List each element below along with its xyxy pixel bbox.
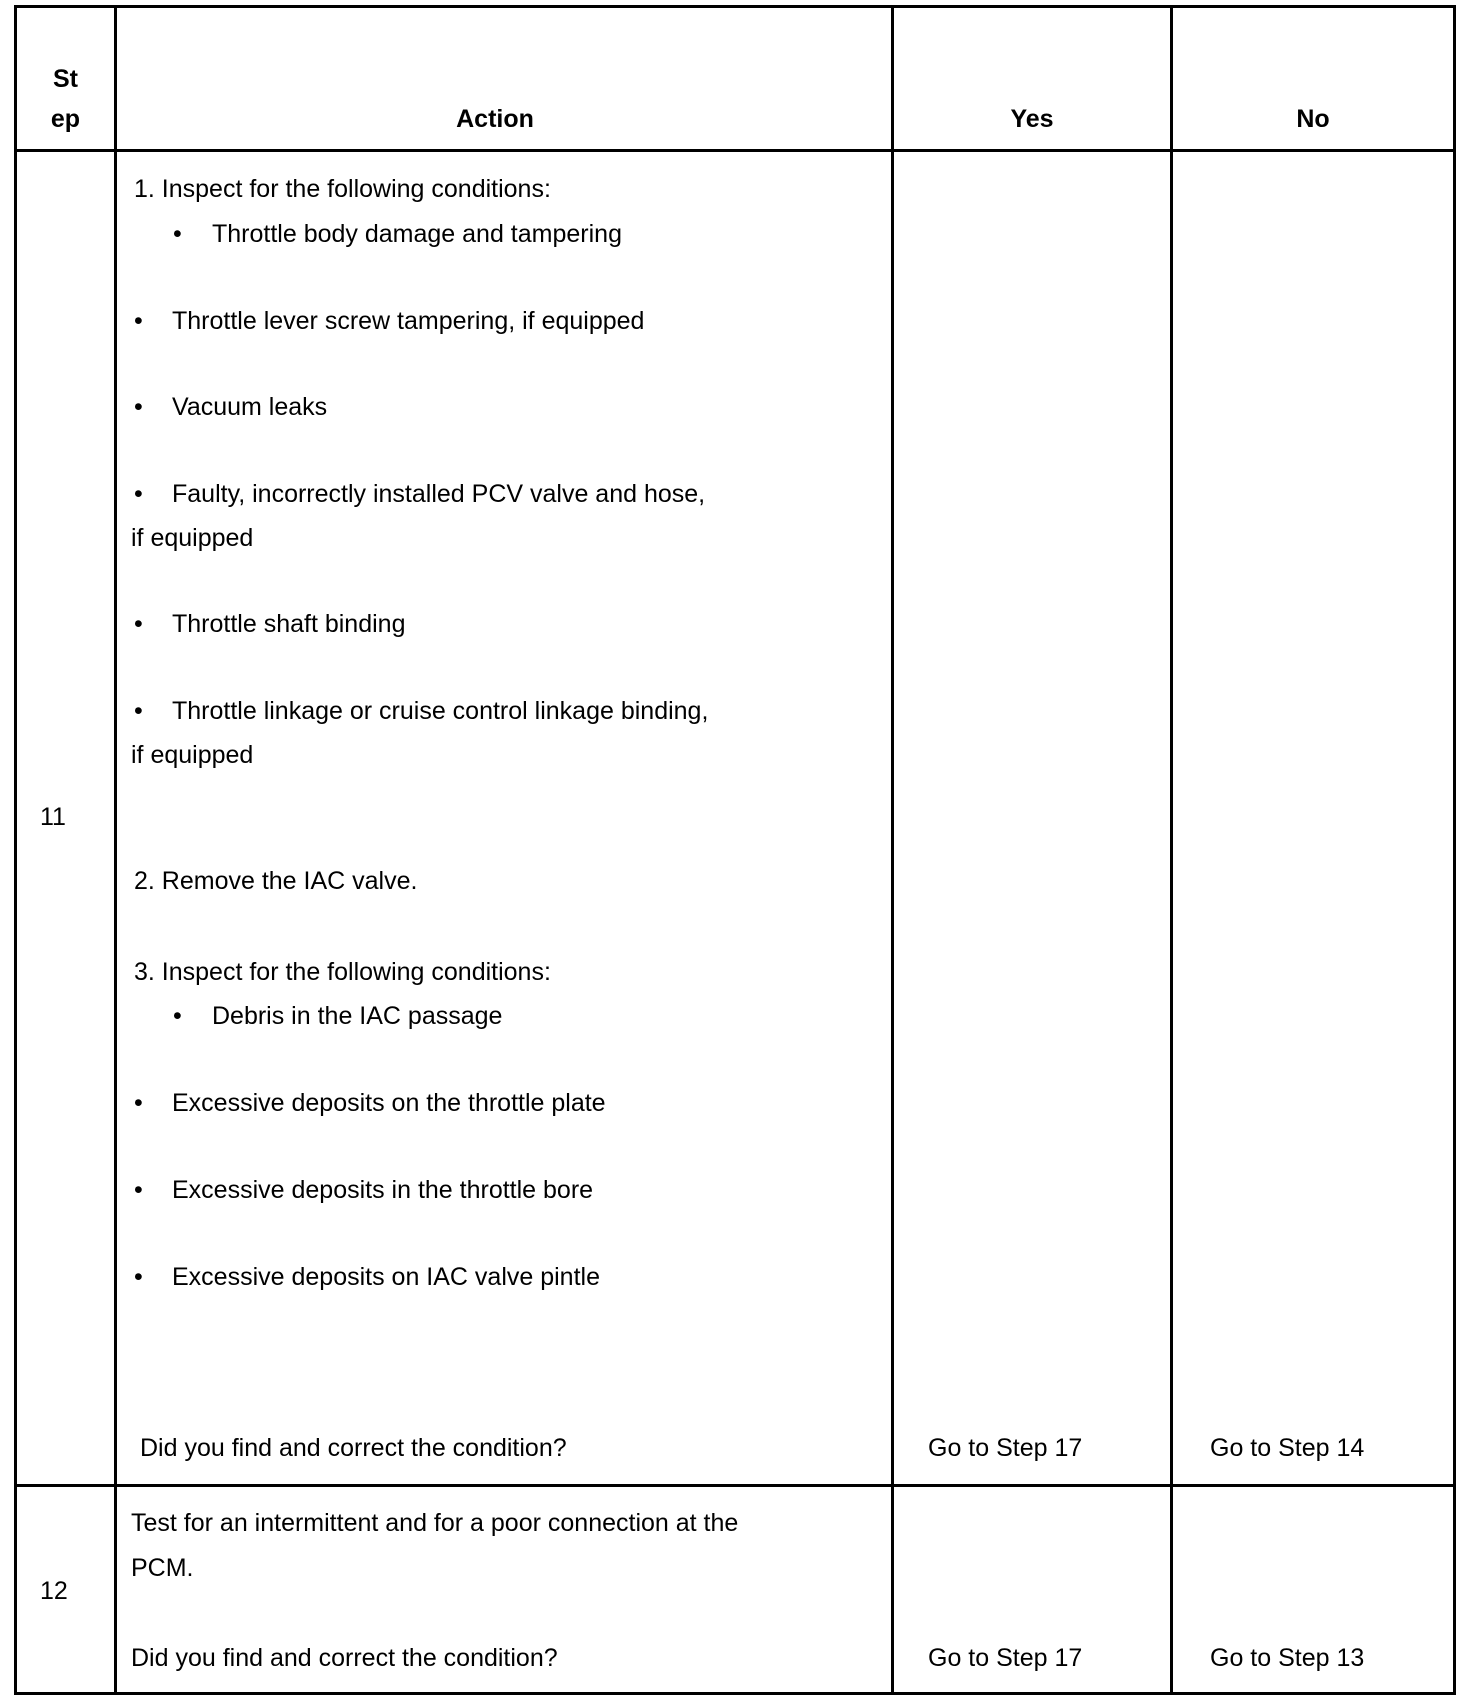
bullet: • (134, 697, 143, 725)
table-border-left (14, 5, 17, 1695)
bullet: • (134, 1089, 143, 1117)
bullet: • (134, 1263, 143, 1291)
table-border-top (14, 5, 1456, 8)
action-bullet: Excessive deposits on IAC valve pintle (172, 1263, 600, 1291)
bullet: • (134, 610, 143, 638)
action-subitem: Debris in the IAC passage (212, 1002, 503, 1030)
action-text-continuation: PCM. (131, 1554, 194, 1582)
bullet: • (134, 480, 143, 508)
bullet: • (173, 1002, 182, 1030)
action-subitem: Throttle body damage and tampering (212, 220, 622, 248)
header-yes: Yes (1010, 105, 1054, 133)
header-action: Action (456, 105, 534, 133)
col-divider-yes (1170, 5, 1173, 1695)
no-result: Go to Step 13 (1210, 1644, 1365, 1672)
action-bullet-continuation: if equipped (131, 524, 254, 552)
action-bullet-continuation: if equipped (131, 741, 254, 769)
action-question: Did you find and correct the condition? (140, 1434, 567, 1462)
action-item-3: 3. Inspect for the following conditions: (134, 958, 551, 986)
table-border-bottom (14, 1692, 1456, 1695)
bullet: • (173, 220, 182, 248)
bullet: • (134, 307, 143, 335)
action-bullet: Throttle lever screw tampering, if equipped (172, 307, 645, 335)
action-text: Test for an intermittent and for a poor connection at the (131, 1509, 739, 1537)
no-result: Go to Step 14 (1210, 1434, 1365, 1462)
step-number: 11 (40, 803, 66, 831)
header-divider (14, 149, 1456, 152)
yes-result: Go to Step 17 (928, 1644, 1083, 1672)
row-divider (14, 1484, 1456, 1487)
action-bullet: Excessive deposits on the throttle plate (172, 1089, 606, 1117)
action-bullet: Throttle shaft binding (172, 610, 406, 638)
table-border-right (1453, 5, 1456, 1695)
action-bullet: Vacuum leaks (172, 393, 328, 421)
bullet: • (134, 1176, 143, 1204)
action-bullet: Throttle linkage or cruise control linkage binding, (172, 697, 709, 725)
step-number: 12 (40, 1577, 68, 1605)
col-divider-step (114, 5, 117, 1695)
action-bullet: Faulty, incorrectly installed PCV valve and hose, (172, 480, 706, 508)
action-bullet: Excessive deposits in the throttle bore (172, 1176, 594, 1204)
action-question: Did you find and correct the condition? (131, 1644, 558, 1672)
bullet: • (134, 393, 143, 421)
header-step-line2: ep (50, 105, 81, 133)
col-divider-action (891, 5, 894, 1695)
action-item-2: 2. Remove the IAC valve. (134, 867, 418, 895)
yes-result: Go to Step 17 (928, 1434, 1083, 1462)
action-item-1: 1. Inspect for the following conditions: (134, 175, 551, 203)
header-step-line1: St (53, 65, 78, 93)
header-no: No (1296, 105, 1330, 133)
